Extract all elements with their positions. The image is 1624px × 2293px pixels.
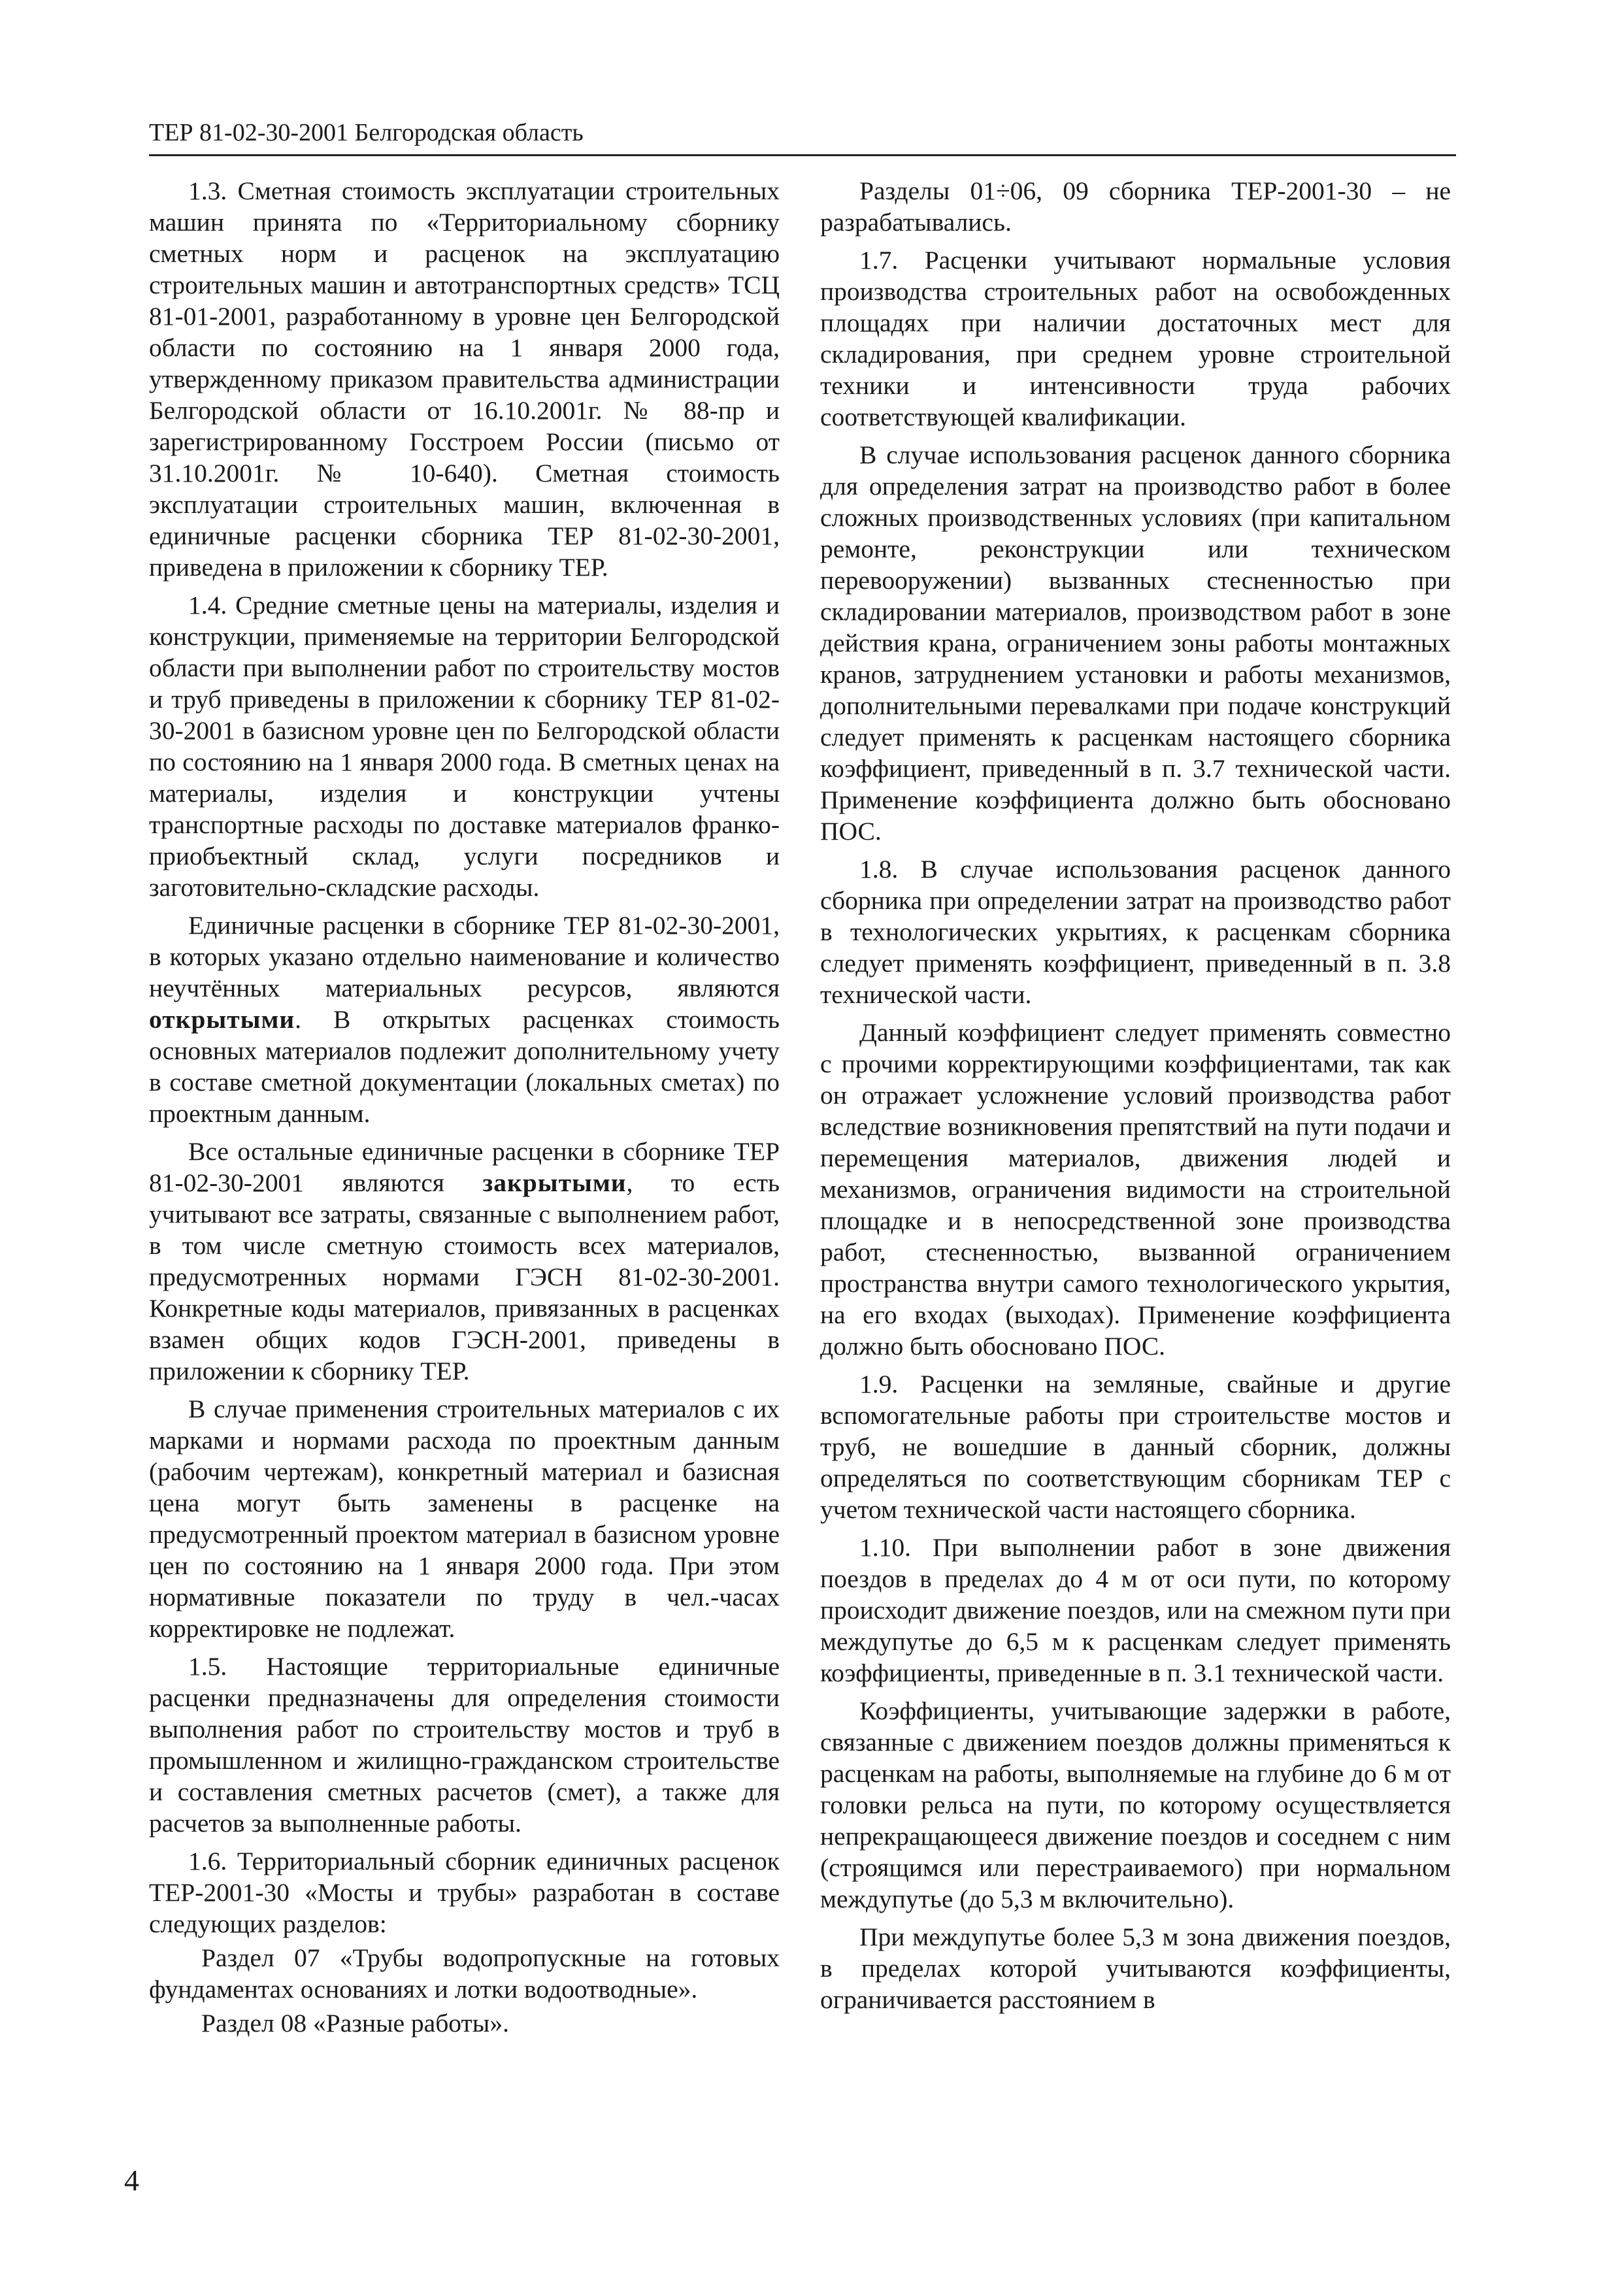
paragraph-1-6: 1.6. Территориальный сборник единичных расценок ТЕР-2001-30 «Мосты и трубы» разработан в составе следующих разделов: <box>149 1847 780 1938</box>
paragraph-1-9: 1.9. Расценки на земляные, свайные и другие вспомогательные работы при строительстве мостов и труб, не вошедшие в данный сборник, должны определяться по соответствующим сборникам ТЕР с учетом технической части настоящего сборника. <box>820 1370 1451 1524</box>
paragraph-open-rates <box>149 910 780 1129</box>
paragraph-1-5: 1.5. Настоящие территориальные единичные расценки предназначены для определения стоимости выполнения работ по строительству мостов и труб в промышленном и жилищно-гражданском строительстве и составления сметных расчетов (смет), а также для расчетов за выполненные работы. <box>149 1652 780 1838</box>
paragraph-1-10: 1.10. При выполнении работ в зоне движения поездов в пределах до 4 м от оси пути, по которому происходит движение поездов, или на смежном пути при междупутье до 6,5 м к расценкам следует применять коэффициенты, приведенные в п. 3.1 технической части. <box>820 1533 1451 1687</box>
paragraph-1-7: 1.7. Расценки учитывают нормальные условия производства строительных работ на освобожденных площадях при наличии достаточных мест для складирования, при среднем уровне строительной техники и интенсивности труда рабочих соответствующей квалификации. <box>820 246 1451 431</box>
header-rule <box>149 154 1456 156</box>
left-column <box>149 175 780 2041</box>
open-rates-bold: открытыми <box>149 1005 295 1034</box>
paragraph-coefficient: Данный коэффициент следует применять совместно с прочими корректирующими коэффициентами, так как он отражает усложнение условий производства работ вследствие возникновения препятствий на пути подачи и перемещения материалов, движения людей и механизмов, ограничения видимости на строительной площадке и в непосредственной зоне производства работ, стесненностью, вызванной ограничением пространства внутри самого технологического укрытия, на его входах (выходах). Применение коэффициента должно быть обосновано ПОС. <box>820 1018 1451 1361</box>
paragraph-difficult-conditions: В случае использования расценок данного сборника для определения затрат на производство работ в более сложных производственных условиях (при капитальном ремонте, реконструкции или техническом перевооружении) вызванных стесненностью при складировании материалов, производством работ в зоне действия крана, ограничением зоны работы монтажных кранов, затруднением установки и работы механизмов, дополнительными перевалками при подаче конструкций следует применять к расценкам настоящего сборника коэффициент, приведенный в п. 3.7 технической части. Применение коэффициента должно быть обосновано ПОС. <box>820 440 1451 846</box>
closed-rates-bold: закрытыми <box>482 1168 627 1197</box>
paragraph-1-4: 1.4. Средние сметные цены на материалы, изделия и конструкции, применяемые на территории Белгородской области при выполнении работ по строительству мостов и труб приведены в приложении к сборнику ТЕР 81-02-30-2001 в базисном уровне цен по Белгородской области по состоянию на 1 января 2000 года. В сметных ценах на материалы, изделия и конструкции учтены транспортные расходы по доставке материалов франко-приобъектный склад, услуги посредников и заготовительно-складские расходы. <box>149 591 780 902</box>
paragraph-1-3: 1.3. Сметная стоимость эксплуатации строительных машин принята по «Территориальному сборнику сметных норм и расценок на эксплуатацию строительных машин и автотранспортных средств» ТСЦ 81-01-2001, разработанному в уровне цен Белгородской области по состоянию на 1 января 2000 года, утвержденному приказом правительства администрации Белгородской области от 16.10.2001г. № 88-пр и зарегистрированному Госстроем России (письмо от 31.10.2001г. № 10-640). Сметная стоимость эксплуатации строительных машин, включенная в единичные расценки сборника ТЕР 81-02-30-2001, приведена в приложении к сборнику ТЕР. <box>149 176 780 582</box>
closed-rates-text-a: Все остальные единичные расценки в сборнике ТЕР 81-02-30-2001 являются <box>149 1137 780 1197</box>
open-rates-text-a: Единичные расценки в сборнике ТЕР 81-02-30-2001, в которых указано отдельно наименование и количество неучтённых материальных ресурсов, являются <box>149 911 780 1002</box>
paragraph-delays: Коэффициенты, учитывающие задержки в работе, связанные с движением поездов должны применяться к расценкам на работы, выполняемые на глубине до 6 м от головки рельса на пути, по которому осуществляется непрекращающееся движение поездов и соседнем с ним (строящимся или перестраиваемого) при нормальном междупутье (до 5,3 м включительно). <box>820 1696 1451 1913</box>
right-column <box>820 175 1451 2022</box>
paragraph-closed-rates <box>149 1136 780 1387</box>
paragraph-materials: В случае применения строительных материалов с их марками и нормами расхода по проектным данным (рабочим чертежам), конкретный материал и базисная цена могут быть заменены в расценке на предусмотренный проектом материал в базисном уровне цен по состоянию на 1 января 2000 года. При этом нормативные показатели по труду в чел.-часах корректировке не подлежат. <box>149 1394 780 1643</box>
page-number: 4 <box>124 2164 139 2197</box>
paragraph-sections-not-developed: Разделы 01÷06, 09 сборника ТЕР-2001-30 – не разрабатывались. <box>820 176 1451 237</box>
closed-rates-text-b: , то есть учитывают все затраты, связанные с выполнением работ, в том числе сметную стоимость всех материалов, предусмотренных нормами ГЭСН 81-02-30-2001. Конкретные коды материалов, привязанных в расценках взамен общих кодов ГЭСН-2001, приведены в приложении к сборнику ТЕР. <box>149 1168 780 1385</box>
section-07: Раздел 07 «Трубы водопропускные на готовых фундаментах основаниях и лотки водоотводные». <box>149 1943 780 2004</box>
section-08: Раздел 08 «Разные работы». <box>201 2009 509 2037</box>
paragraph-zone: При междупутье более 5,3 м зона движения поездов, в пределах которой учитываются коэффициенты, ограничивается расстоянием в <box>820 1922 1451 2014</box>
paragraph-1-8: 1.8. В случае использования расценок данного сборника при определении затрат на производство работ в технологических укрытиях, к расценкам сборника следует применять коэффициент, приведенный в п. 3.8 технической части. <box>820 855 1451 1009</box>
open-rates-text-b: . В открытых расценках стоимость основных материалов подлежит дополнительному учету в составе сметной документации (локальных сметах) по проектным данным. <box>149 1005 780 1128</box>
running-header: ТЕР 81-02-30-2001 Белгородская область <box>149 119 584 146</box>
